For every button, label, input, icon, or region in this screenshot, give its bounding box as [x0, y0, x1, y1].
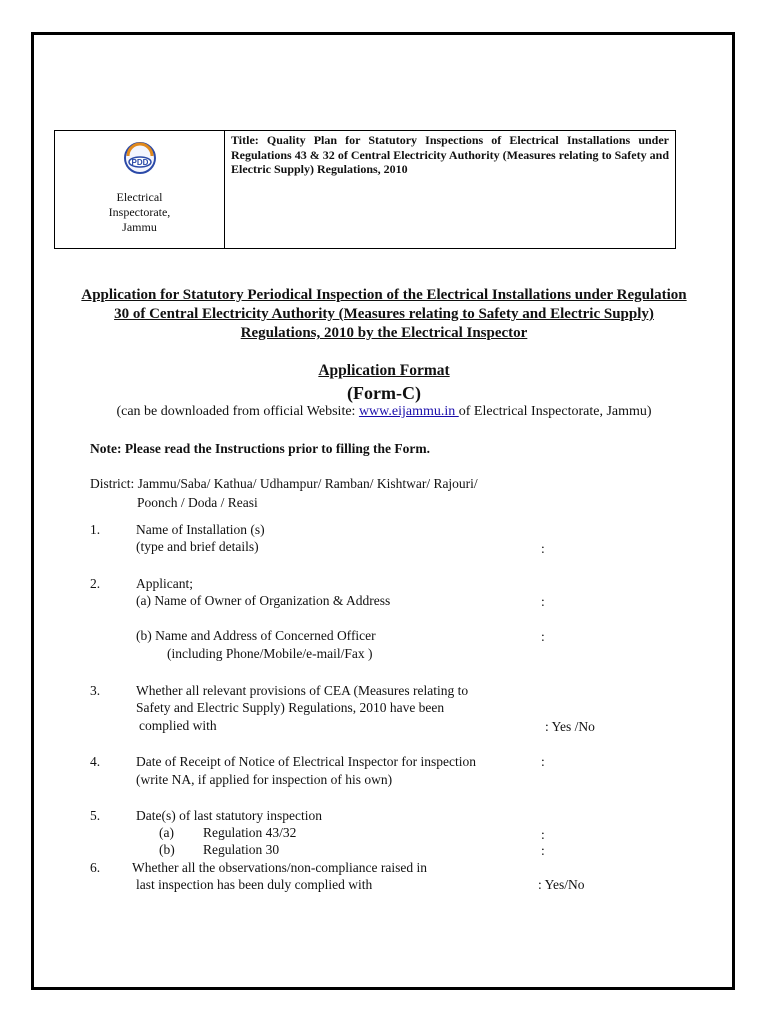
- format-title: Application Format: [318, 362, 450, 379]
- district-line-2: Poonch / Doda / Reasi: [137, 495, 258, 510]
- item-4-number: 4.: [90, 754, 101, 769]
- item-3-number: 3.: [90, 683, 101, 698]
- item-5b-answer[interactable]: :: [541, 843, 545, 858]
- item-5a-label: (a): [159, 825, 174, 840]
- item-3-line-2: Safety and Electric Supply) Regulations, 2010 have been: [136, 700, 445, 715]
- item-5a-text: Regulation 43/32: [203, 825, 297, 840]
- download-line: (can be downloaded from official Website: www.eijammu.in of Electrical Inspectorate, Jammu): [116, 404, 652, 419]
- item-4-line-2: (write NA, if applied for inspection of his own): [136, 772, 393, 787]
- org-name: Electrical Inspectorate, Jammu: [108, 190, 171, 234]
- item-5-line-1: Date(s) of last statutory inspection: [136, 808, 322, 823]
- item-5b-label: (b): [159, 842, 175, 857]
- pdd-logo-icon: [123, 141, 157, 175]
- application-title: Application for Statutory Periodical Inspection of the Electrical Installations under Regulation 30 of Central Electricity Authority (Measures relating to Safety and Electric Supply) Regulations, 2010 by the Electrical Inspector: [81, 287, 687, 341]
- district-line-1: District: Jammu/Saba/ Kathua/ Udhampur/ Ramban/ Kishtwar/ Rajouri/: [90, 476, 478, 491]
- item-4-answer[interactable]: :: [541, 754, 545, 769]
- document-title: Title: Quality Plan for Statutory Inspections of Electrical Installations under Regulations 43 & 32 of Central Electricity Authority (Measures relating to Safety and Electric Supply) Regulations, 2010: [231, 133, 669, 176]
- item-2b-line-2: (including Phone/Mobile/e-mail/Fax ): [167, 646, 373, 661]
- item-2b-answer[interactable]: :: [541, 629, 545, 644]
- item-1-number: 1.: [90, 522, 101, 537]
- form-label: (Form-C): [347, 383, 421, 403]
- website-link[interactable]: www.eijammu.in: [358, 404, 459, 419]
- item-1-line-2: (type and brief details): [136, 539, 259, 554]
- item-2-line-1: Applicant;: [136, 576, 193, 591]
- logo-text: PDD: [131, 158, 149, 167]
- item-2-number: 2.: [90, 576, 101, 591]
- item-3-answer[interactable]: : Yes /No: [545, 719, 595, 734]
- header-table: [54, 130, 676, 249]
- header-logo-cell: [55, 131, 225, 248]
- item-6-line-1: Whether all the observations/non-compliance raised in: [132, 860, 428, 875]
- item-1-answer[interactable]: :: [541, 541, 545, 556]
- item-5-number: 5.: [90, 808, 101, 823]
- item-4-line-1: Date of Receipt of Notice of Electrical Inspector for inspection: [136, 754, 476, 769]
- item-2a-text: (a) Name of Owner of Organization & Address: [136, 593, 391, 608]
- item-5b-text: Regulation 30: [203, 842, 280, 857]
- item-3-line-1: Whether all relevant provisions of CEA (Measures relating to: [136, 683, 469, 698]
- note: Note: Please read the Instructions prior to filling the Form.: [90, 441, 430, 456]
- item-6-line-2: last inspection has been duly complied with: [136, 877, 373, 892]
- item-3-line-3: complied with: [139, 718, 217, 733]
- item-2b-line-1: (b) Name and Address of Concerned Officer: [136, 628, 376, 643]
- item-2a-answer[interactable]: :: [541, 594, 545, 609]
- item-5a-answer[interactable]: :: [541, 827, 545, 842]
- item-1-line-1: Name of Installation (s): [136, 522, 265, 537]
- item-6-number: 6.: [90, 860, 101, 875]
- item-6-answer[interactable]: : Yes/No: [538, 877, 585, 892]
